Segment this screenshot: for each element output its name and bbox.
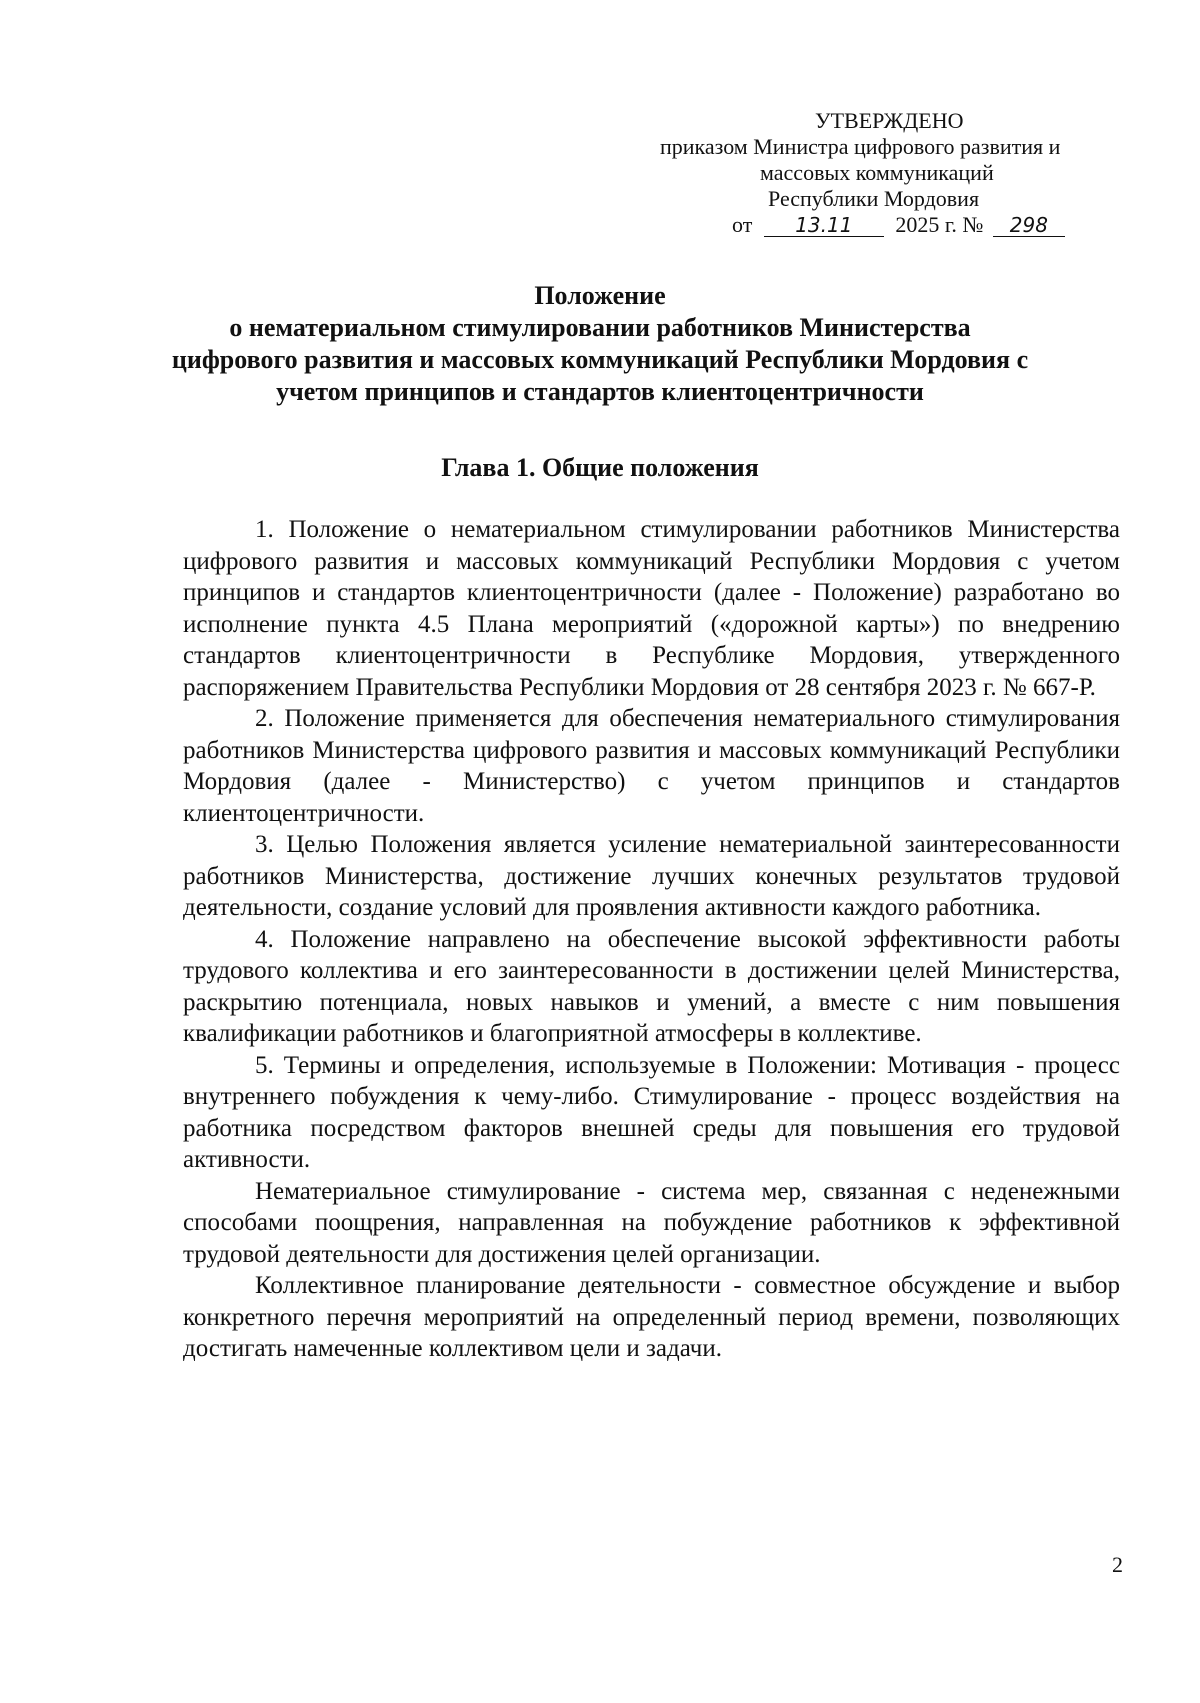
paragraph-5: 5. Термины и определения, используемые в Положении: Мотивация - процесс внутреннего побуждения к чему-либо. Стимулирование - процесс воздействия на работника посредством факторов внешней среды для повышения его трудовой активности.: [183, 1051, 1120, 1173]
from-label: от: [732, 212, 753, 237]
approval-stamp: [660, 108, 1140, 238]
paragraph-definition-nonmaterial: Нематериальное стимулирование - система мер, связанная с неденежными способами поощрения, направленная на побуждение работников к эффективной трудовой деятельности для достижения целей организации.: [183, 1177, 1120, 1268]
document-body: [183, 514, 1120, 1365]
approval-date-line: [660, 212, 1140, 238]
approval-order-line: приказом Министра цифрового развития и: [660, 134, 1061, 159]
title-line-1: Положение: [534, 281, 666, 310]
handwritten-date: 13.11: [764, 214, 884, 237]
paragraph-2: 2. Положение применяется для обеспечения нематериального стимулирования работников Министерства цифрового развития и массовых коммуникаций Республики Мордовия (далее - Министерство) с учетом принципов и стандартов клиентоцентричности.: [183, 705, 1120, 827]
page-number: 2: [1112, 1552, 1123, 1577]
approval-org-line: массовых коммуникаций: [760, 160, 994, 185]
year-number-label: 2025 г. №: [895, 212, 984, 237]
paragraph-definition-planning: Коллективное планирование деятельности - совместное обсуждение и выбор конкретного перечня мероприятий на определенный период времени, позволяющих достигать намеченные коллективом цели и задачи.: [183, 1272, 1120, 1362]
approved-label: УТВЕРЖДЕНО: [815, 108, 964, 133]
handwritten-number: 298: [993, 214, 1065, 237]
paragraph-4: 4. Положение направлено на обеспечение высокой эффективности работы трудового коллектива и его заинтересованности в достижении целей Министерства, раскрытию потенциала, новых навыков и умений, а вместе с ним повышения квалификации работников и благоприятной атмосферы в коллективе.: [183, 925, 1120, 1047]
title-line-4: учетом принципов и стандартов клиентоцентричности: [276, 377, 924, 406]
title-line-2: о нематериальном стимулировании работников Министерства: [229, 313, 971, 342]
document-title: [150, 280, 1050, 408]
paragraph-3: 3. Целью Положения является усиление нематериальной заинтересованности работников Министерства, достижение лучших конечных результатов трудовой деятельности, создание условий для проявления активности каждого работника.: [183, 831, 1120, 921]
paragraph-1: 1. Положение о нематериальном стимулировании работников Министерства цифрового развития и массовых коммуникаций Республики Мордовия с учетом принципов и стандартов клиентоцентричности (далее - Положение) разработано во исполнение пункта 4.5 Плана мероприятий («дорожной карты») по внедрению стандартов клиентоцентричности в Республике Мордовия, утвержденного распоряжением Правительства Республики Мордовия от 28 сентября 2023 г. № 667-Р.: [183, 516, 1120, 701]
chapter-heading: Глава 1. Общие положения: [441, 453, 759, 482]
approval-region-line: Республики Мордовия: [768, 186, 980, 211]
title-line-3: цифрового развития и массовых коммуникаций Республики Мордовия с: [171, 345, 1029, 374]
